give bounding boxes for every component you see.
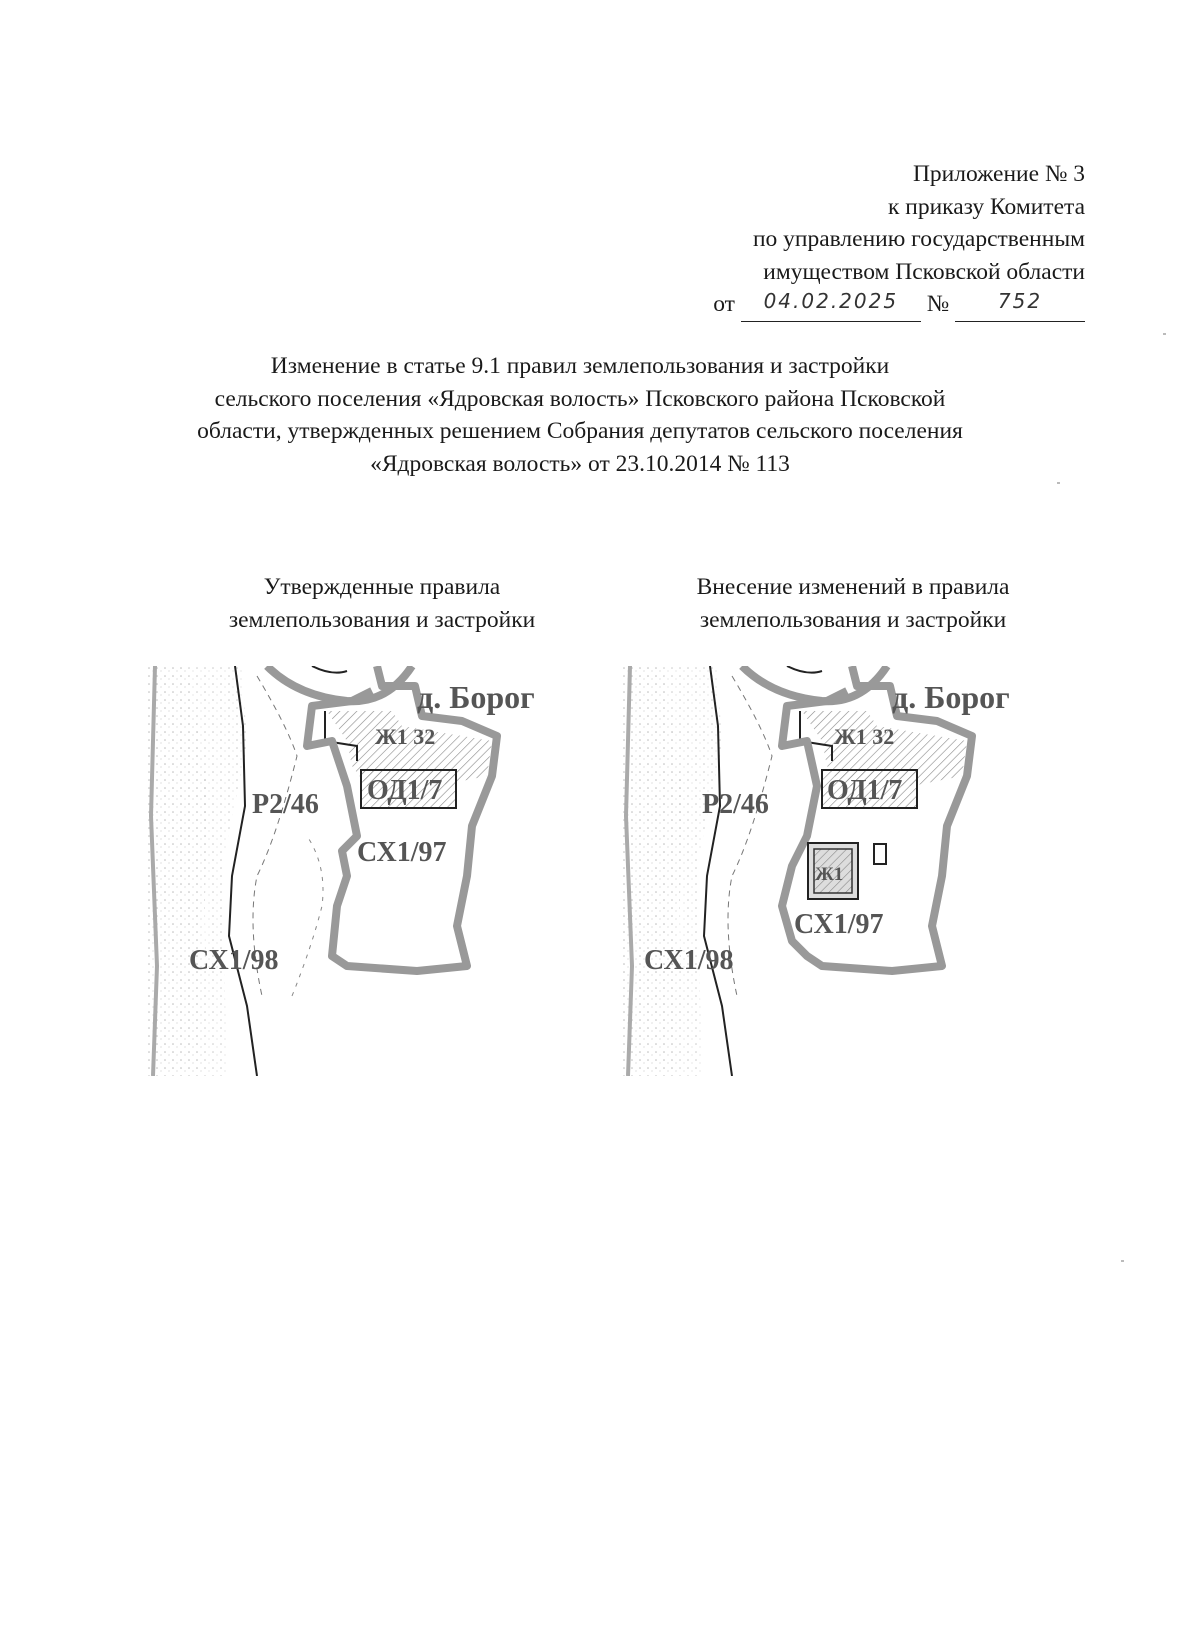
title-line-2: сельского поселения «Ядровская волость» Псковского района Псковской: [214, 385, 946, 412]
label-cx1-97: СХ1/97: [357, 837, 447, 868]
scan-speck: [1163, 333, 1166, 335]
scan-speck: [1057, 482, 1060, 484]
appendix-line-3: по управлению государственным: [752, 226, 1085, 252]
right-map-svg: [622, 666, 1052, 1076]
zone-small-building: [874, 844, 886, 864]
settlement-arc-inner: [787, 666, 822, 673]
appendix-line-4: имуществом Псковской области: [763, 258, 1085, 285]
label-p2-46: Р2/46: [252, 789, 319, 820]
label-zh1-32: Ж1 32: [375, 724, 436, 749]
left-panel-caption: [162, 571, 602, 636]
title-line-3: области, утвержденных решением Собрания депутатов сельского поселения: [197, 418, 963, 444]
number-field: [955, 288, 1085, 322]
left-map-svg: [147, 666, 577, 1076]
label-village: д. Борог: [892, 679, 1010, 715]
right-panel-caption: [633, 571, 1073, 636]
left-caption-line-2: землепользования и застройки: [228, 606, 536, 633]
contour-line-1: [728, 676, 772, 996]
date-field: [741, 288, 921, 322]
right-caption-line-2: землепользования и застройки: [699, 606, 1007, 633]
number-prefix: №: [926, 291, 950, 317]
label-cx1-98: СХ1/98: [644, 945, 734, 976]
appendix-line-2: к приказу Комитета: [887, 193, 1085, 220]
right-map-changes: [622, 666, 1052, 1076]
appendix-line-1: Приложение № 3: [912, 161, 1085, 187]
scan-speck: [1121, 1260, 1124, 1262]
label-cx1-97: СХ1/97: [794, 909, 884, 940]
right-caption-line-1: Внесение изменений в правила: [696, 574, 1010, 600]
title-line-4: «Ядровская волость» от 23.10.2014 № 113: [370, 450, 790, 477]
date-prefix: от: [713, 291, 735, 317]
label-od1-7: ОД1/7: [367, 775, 443, 806]
label-village: д. Борог: [417, 679, 535, 715]
label-p2-46: Р2/46: [702, 789, 769, 820]
appendix-header: [625, 158, 1085, 322]
order-date-number-line: [625, 288, 1085, 322]
handwritten-number: 752: [997, 289, 1043, 313]
settlement-arc-inner: [312, 666, 347, 673]
label-zh1-new: Ж1: [815, 864, 844, 885]
document-title: [130, 350, 1030, 480]
left-caption-line-1: Утвержденные правила: [263, 574, 501, 600]
handwritten-date: 04.02.2025: [763, 289, 899, 313]
label-cx1-98: СХ1/98: [189, 945, 279, 976]
left-map-approved: [147, 666, 577, 1076]
contour-line-2: [292, 836, 323, 996]
label-od1-7: ОД1/7: [827, 775, 903, 806]
title-line-1: Изменение в статье 9.1 правил землепользования и застройки: [270, 353, 890, 379]
label-zh1-32: Ж1 32: [834, 724, 895, 749]
